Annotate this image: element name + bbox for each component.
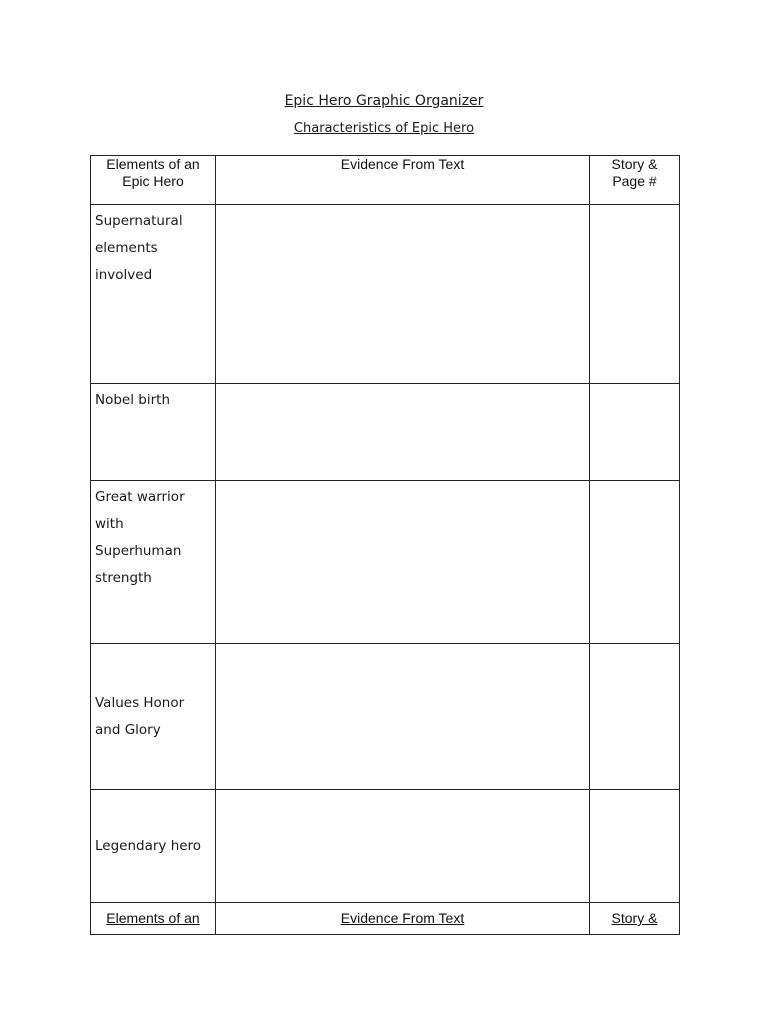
footer-evidence-label: Evidence From Text <box>340 910 465 926</box>
footer-evidence <box>216 903 590 935</box>
evidence-cell[interactable] <box>216 384 590 481</box>
table-footer-row <box>91 903 680 935</box>
evidence-cell[interactable] <box>216 481 590 644</box>
evidence-cell[interactable] <box>216 644 590 790</box>
footer-elements <box>91 903 216 935</box>
page-title: Epic Hero Graphic Organizer <box>284 93 484 109</box>
header-elements <box>91 156 216 205</box>
row-label: Great warrior with Superhuman strength <box>91 481 216 644</box>
table-row <box>91 790 680 903</box>
table-row <box>91 481 680 644</box>
evidence-cell[interactable] <box>216 790 590 903</box>
story-page-cell[interactable] <box>590 644 680 790</box>
story-page-cell[interactable] <box>590 384 680 481</box>
story-page-cell[interactable] <box>590 205 680 384</box>
page-subtitle: Characteristics of Epic Hero <box>293 121 475 136</box>
story-page-cell[interactable] <box>590 481 680 644</box>
footer-elements-label: Elements of an <box>106 910 200 926</box>
row-label: Nobel birth <box>91 384 216 481</box>
header-evidence <box>216 156 590 205</box>
row-label: Legendary hero <box>91 790 216 903</box>
header-story-page-label: Story & Page # <box>611 156 658 189</box>
table-row <box>91 644 680 790</box>
table-header-row <box>91 156 680 205</box>
footer-story-page <box>590 903 680 935</box>
row-label: Supernatural elements involved <box>91 205 216 384</box>
table-row <box>91 384 680 481</box>
epic-hero-table <box>90 155 680 935</box>
row-label: Values Honor and Glory <box>91 644 216 790</box>
header-evidence-label: Evidence From Text <box>340 156 465 172</box>
table-row <box>91 205 680 384</box>
footer-story-page-label: Story & <box>611 910 658 926</box>
header-elements-label: Elements of an Epic Hero <box>106 156 200 189</box>
story-page-cell[interactable] <box>590 790 680 903</box>
evidence-cell[interactable] <box>216 205 590 384</box>
header-story-page <box>590 156 680 205</box>
